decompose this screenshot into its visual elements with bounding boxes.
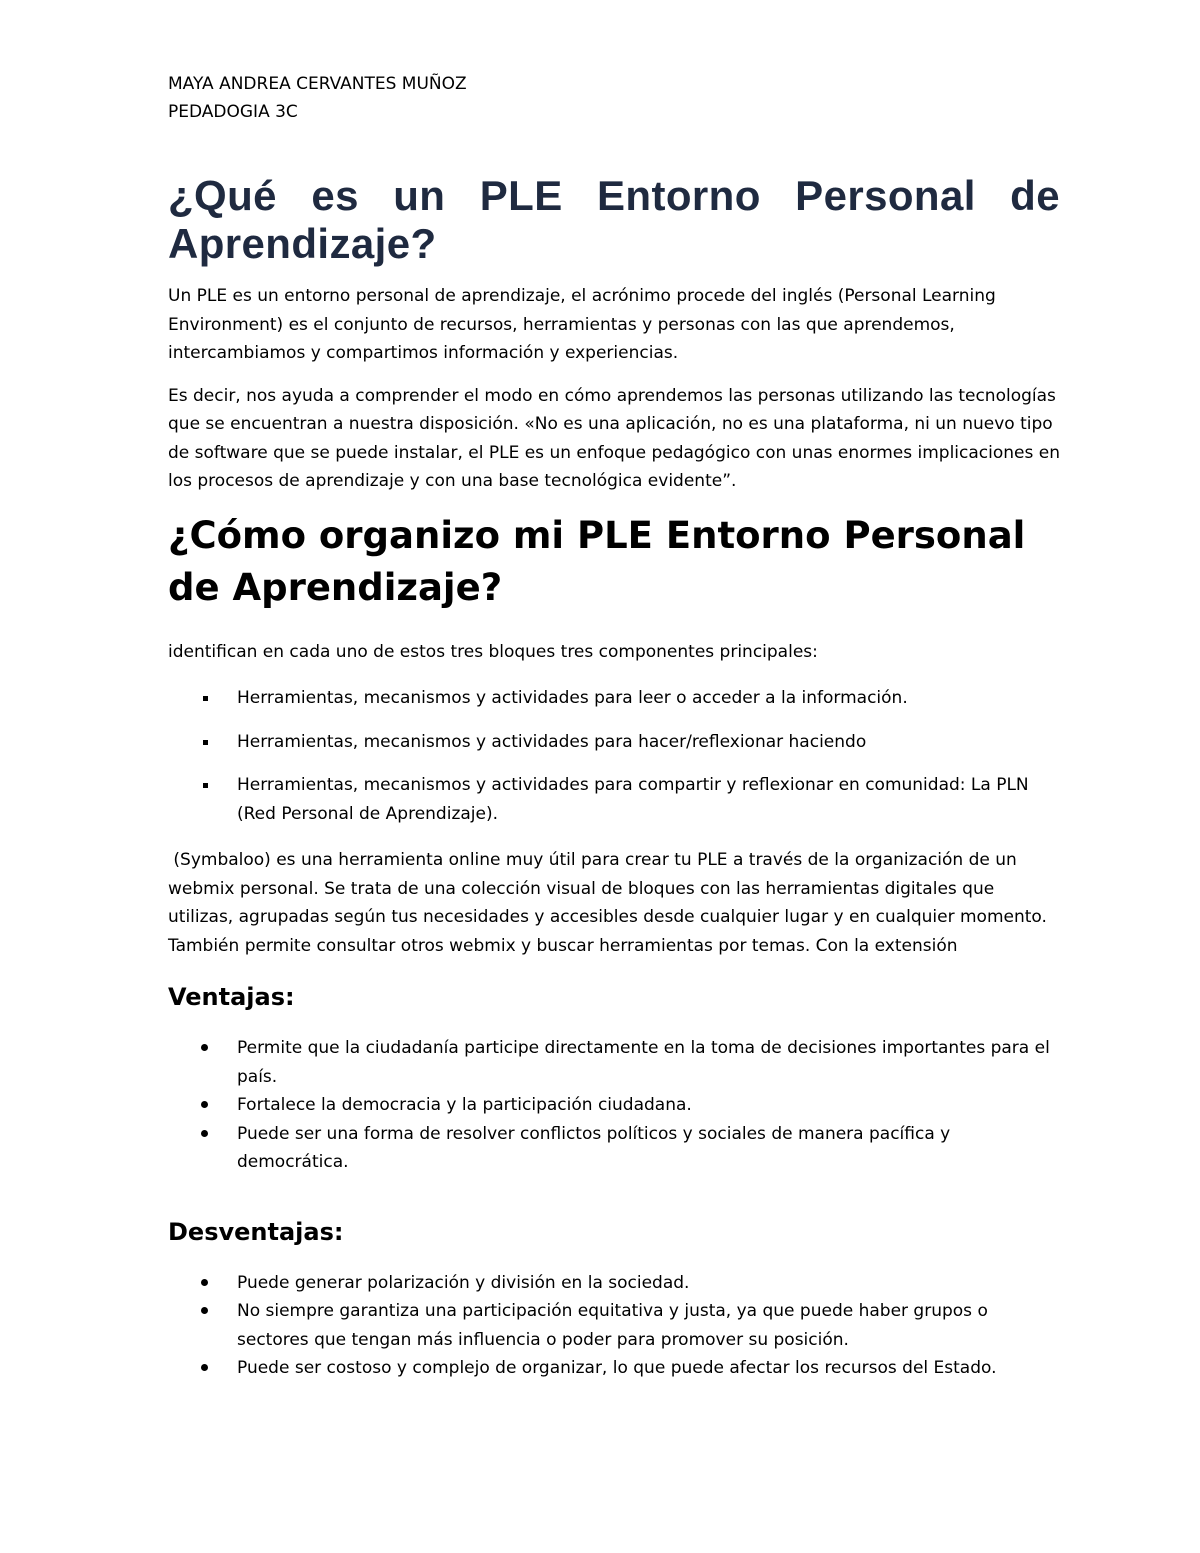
- components-list: [168, 684, 1060, 828]
- square-bullet-icon: [203, 783, 208, 788]
- document-content: [168, 70, 1060, 1409]
- square-bullet-icon: [203, 696, 208, 701]
- heading-how-organize-ple: ¿Cómo organizo mi PLE Entorno Personal de Aprendizaje?: [168, 513, 1026, 609]
- list-item: [168, 684, 1060, 713]
- list-item-text: Herramientas, mecanismos y actividades para compartir y reflexionar en comunidad: La PLN (Red Personal de Aprendizaje).: [237, 775, 1029, 824]
- list-item-text: Herramientas, mecanismos y actividades para hacer/reflexionar haciendo: [237, 731, 867, 752]
- list-item-text: Herramientas, mecanismos y actividades para leer o acceder a la información.: [237, 688, 908, 708]
- course-name: PEDADOGIA 3C: [168, 102, 298, 122]
- list-item-text: Puede ser una forma de resolver conflictos políticos y sociales de manera pacífica y democrática.: [237, 1123, 951, 1172]
- heading-ventajas: Ventajas:: [168, 983, 295, 1011]
- list-item: [168, 1034, 1060, 1091]
- list-item-text: Puede ser costoso y complejo de organizar, lo que puede afectar los recursos del Estado.: [237, 1358, 997, 1378]
- list-item: [168, 728, 1060, 757]
- paragraph-ple-explanation: Es decir, nos ayuda a comprender el modo en cómo aprendemos las personas utilizando las tecnologías que se encuentran a nuestra disposición. «No es una aplicación, no es una plataforma, ni un nuevo tipo de software que se puede instalar, el PLE es un enfoque pedagógico con unas enormes implicaciones en los procesos de aprendizaje y con una base tecnológica evidente”.: [168, 385, 1060, 491]
- heading-what-is-ple: ¿Qué es un PLE Entorno Personal de Aprendizaje?: [168, 172, 1060, 267]
- square-bullet-icon: [203, 740, 208, 745]
- list-item: [168, 1297, 1060, 1354]
- author-name: MAYA ANDREA CERVANTES MUÑOZ: [168, 74, 467, 94]
- list-item-text: Fortalece la democracia y la participación ciudadana.: [237, 1095, 692, 1115]
- heading-desventajas: Desventajas:: [168, 1217, 344, 1246]
- bullet-icon: [201, 1130, 208, 1137]
- ventajas-list: [168, 1034, 1060, 1177]
- list-item-text: Puede generar polarización y división en la sociedad.: [237, 1272, 690, 1293]
- paragraph-components-intro: identifican en cada uno de estos tres bloques tres componentes principales:: [168, 641, 818, 662]
- bullet-icon: [201, 1279, 208, 1286]
- list-item-text: No siempre garantiza una participación equitativa y justa, ya que puede haber grupos o sectores que tengan más influencia o poder para promover su posición.: [237, 1301, 988, 1350]
- bullet-icon: [201, 1364, 208, 1371]
- bullet-icon: [201, 1101, 208, 1108]
- desventajas-list: [168, 1269, 1060, 1383]
- list-item: [168, 771, 1060, 828]
- list-item: [168, 1354, 1060, 1383]
- list-item: [168, 1091, 1060, 1120]
- paragraph-ple-definition: Un PLE es un entorno personal de aprendizaje, el acrónimo procede del inglés (Personal Learning Environment) es el conjunto de recursos, herramientas y personas con las que aprendemos, intercambiamos y compartimos información y experiencias.: [168, 286, 996, 363]
- list-item: [168, 1120, 1060, 1177]
- list-item: [168, 1269, 1060, 1298]
- bullet-icon: [201, 1307, 208, 1314]
- paragraph-symbaloo: (Symbaloo) es una herramienta online muy útil para crear tu PLE a través de la organización de un webmix personal. Se trata de una colección visual de bloques con las herramientas digitales que utilizas, agrupadas según tus necesidades y accesibles desde cualquier lugar y en cualquier momento. También permite consultar otros webmix y buscar herramientas por temas. Con la extensión: [168, 850, 1053, 956]
- list-item-text: Permite que la ciudadanía participe directamente en la toma de decisiones importantes para el país.: [237, 1038, 1050, 1087]
- bullet-icon: [201, 1044, 208, 1051]
